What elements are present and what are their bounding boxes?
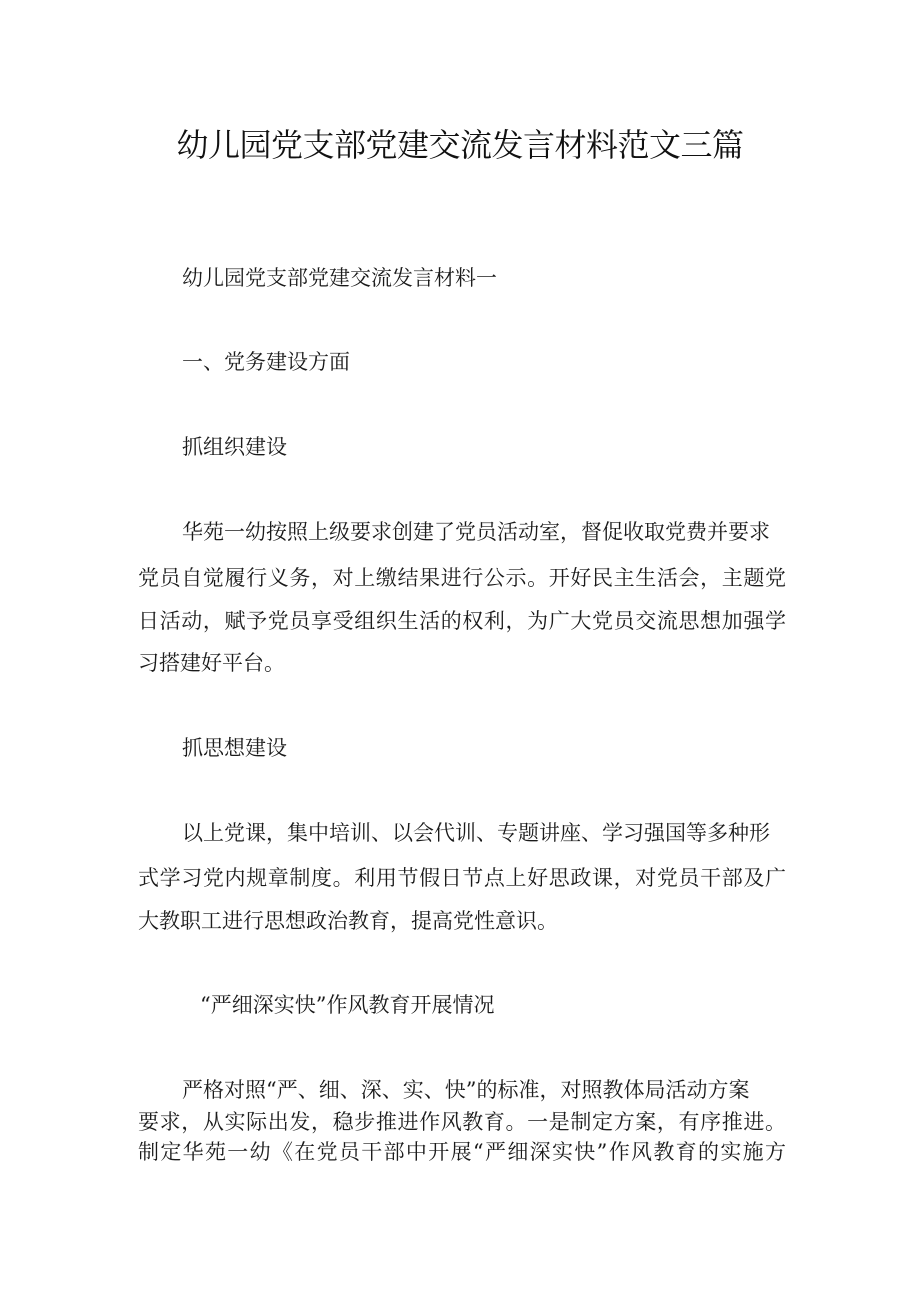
paragraph-line: 党员自觉履行义务，对上缴结果进行公示。开好民主生活会，主题党: [138, 566, 786, 590]
paragraph-line: 以上党课，集中培训、以会代训、专题讲座、学习强国等多种形: [182, 821, 770, 845]
subsection-heading-organization: 抓组织建设: [182, 435, 287, 459]
paragraph-line: 华苑一幼按照上级要求创建了党员活动室，督促收取党费并要求: [182, 520, 770, 544]
paragraph-line: 严格对照“严、细、深、实、快”的标准，对照教体局活动方案: [182, 1078, 750, 1102]
section-heading: 幼儿园党支部党建交流发言材料一: [182, 266, 497, 290]
subsection-heading-work-style: “严细深实快”作风教育开展情况: [200, 993, 495, 1017]
paragraph-line: 要求，从实际出发，稳步推进作风教育。一是制定方案，有序推进。: [138, 1110, 786, 1134]
paragraph-line: 制定华苑一幼《在党员干部中开展“严细深实快”作风教育的实施方: [138, 1140, 786, 1164]
part-heading: 一、党务建设方面: [182, 350, 350, 374]
paragraph-line: 习搭建好平台。: [138, 651, 285, 675]
paragraph-line: 大教职工进行思想政治教育，提高党性意识。: [138, 909, 558, 933]
document-title: 幼儿园党支部党建交流发言材料范文三篇: [176, 126, 744, 164]
subsection-heading-ideology: 抓思想建设: [182, 736, 287, 760]
paragraph-line: 式学习党内规章制度。利用节假日节点上好思政课，对党员干部及广: [138, 866, 786, 890]
paragraph-line: 日活动，赋予党员享受组织生活的权利，为广大党员交流思想加强学: [138, 609, 786, 633]
